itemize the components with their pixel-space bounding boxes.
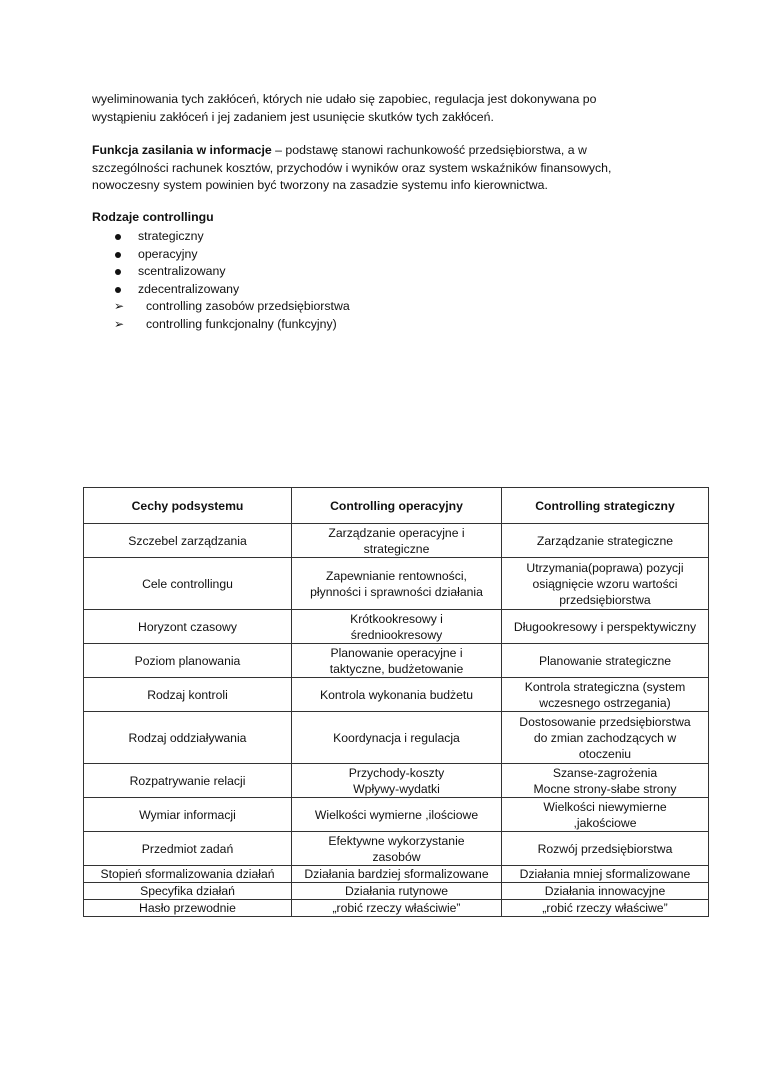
arrow-bullet-icon: ➢ (114, 316, 125, 331)
table-cell: Efektywne wykorzystanie zasobów (292, 832, 502, 866)
section-heading: Rodzaje controllingu (92, 210, 214, 224)
controlling-types-list (92, 228, 350, 334)
table-cell: Działania rutynowe (292, 883, 502, 900)
table-cell: Działania bardziej sformalizowane (292, 866, 502, 883)
table-cell: Długookresowy i perspektywiczny (502, 610, 709, 644)
bullet-icon (115, 287, 121, 293)
table-cell: Cele controllingu (84, 558, 292, 610)
table-cell: Rodzaj kontroli (84, 678, 292, 712)
paragraph-line: – podstawę stanowi rachunkowość przedsiębiorstwa, a w (271, 143, 587, 157)
list-item: ➢ controlling zasobów przedsiębiorstwa (92, 298, 350, 316)
table-cell: Zarządzanie strategiczne (502, 524, 709, 558)
table-cell: Rozpatrywanie relacji (84, 764, 292, 798)
table-row (84, 900, 709, 917)
table-header-cell: Cechy podsystemu (84, 488, 292, 524)
table-row (84, 764, 709, 798)
table-cell: Kontrola wykonania budżetu (292, 678, 502, 712)
arrow-bullet-icon: ➢ (114, 299, 125, 314)
table-cell: Szczebel zarządzania (84, 524, 292, 558)
paragraph-line: nowoczesny system powinien być tworzony na zasadzie systemu info kierownictwa. (92, 178, 548, 193)
table-cell: Krótkookresowy i średniookresowy (292, 610, 502, 644)
table-cell: Stopień sformalizowania działań (84, 866, 292, 883)
table-cell: Wymiar informacji (84, 798, 292, 832)
list-item: strategiczny (92, 228, 350, 246)
table-row (84, 558, 709, 610)
table-cell: Przychody-koszty Wpływy-wydatki (292, 764, 502, 798)
table-cell: Działania innowacyjne (502, 883, 709, 900)
list-item: scentralizowany (92, 263, 350, 281)
bullet-icon (115, 252, 121, 258)
table-row (84, 524, 709, 558)
comparison-table (83, 487, 709, 917)
table-row (84, 644, 709, 678)
table-cell: Utrzymania(poprawa) pozycji osiągnięcie wzoru wartości przedsiębiorstwa (502, 558, 709, 610)
table-header-cell: Controlling strategiczny (502, 488, 709, 524)
paragraph-line: szczególności rachunek kosztów, przychodów i wyników oraz system wskaźników finansowych, (92, 160, 612, 175)
table-cell: Horyzont czasowy (84, 610, 292, 644)
table-row (84, 712, 709, 764)
table-row (84, 883, 709, 900)
paragraph-line: wystąpieniu zakłóceń i jej zadaniem jest usunięcie skutków tych zakłóceń. (92, 109, 494, 124)
table-row (84, 798, 709, 832)
table-row (84, 832, 709, 866)
table-cell: Koordynacja i regulacja (292, 712, 502, 764)
table-cell: Wielkości niewymierne ,jakościowe (502, 798, 709, 832)
bullet-icon (115, 234, 121, 240)
table-row (84, 866, 709, 883)
table-cell: Działania mniej sformalizowane (502, 866, 709, 883)
table-cell: Specyfika działań (84, 883, 292, 900)
table-cell: Rozwój przedsiębiorstwa (502, 832, 709, 866)
paragraph-regulation (92, 91, 692, 126)
table-cell: „robić rzeczy właściwie” (292, 900, 502, 917)
table-cell: Rodzaj oddziaływania (84, 712, 292, 764)
table-cell: Kontrola strategiczna (system wczesnego ostrzegania) (502, 678, 709, 712)
table-cell: Dostosowanie przedsiębiorstwa do zmian zachodzących w otoczeniu (502, 712, 709, 764)
table-row (84, 678, 709, 712)
table-cell: „robić rzeczy właściwe” (502, 900, 709, 917)
table-cell: Poziom planowania (84, 644, 292, 678)
table-cell: Przedmiot zadań (84, 832, 292, 866)
paragraph-line: wyeliminowania tych zakłóceń, których nie udało się zapobiec, regulacja jest dokonywana po (92, 92, 597, 106)
table-row (84, 610, 709, 644)
paragraph-information-supply (92, 142, 692, 195)
list-item: operacyjny (92, 246, 350, 264)
table-cell: Planowanie strategiczne (502, 644, 709, 678)
table-cell: Planowanie operacyjne i taktyczne, budżetowanie (292, 644, 502, 678)
table-header-cell: Controlling operacyjny (292, 488, 502, 524)
list-item: ➢ controlling funkcjonalny (funkcyjny) (92, 316, 350, 334)
list-item: zdecentralizowany (92, 281, 350, 299)
paragraph-bold-term: Funkcja zasilania w informacje (92, 143, 272, 157)
table-cell: Szanse-zagrożenia Mocne strony-słabe strony (502, 764, 709, 798)
table-cell: Hasło przewodnie (84, 900, 292, 917)
table-cell: Zapewnianie rentowności, płynności i sprawności działania (292, 558, 502, 610)
table-cell: Zarządzanie operacyjne i strategiczne (292, 524, 502, 558)
table-header-row (84, 488, 709, 524)
table-cell: Wielkości wymierne ,ilościowe (292, 798, 502, 832)
